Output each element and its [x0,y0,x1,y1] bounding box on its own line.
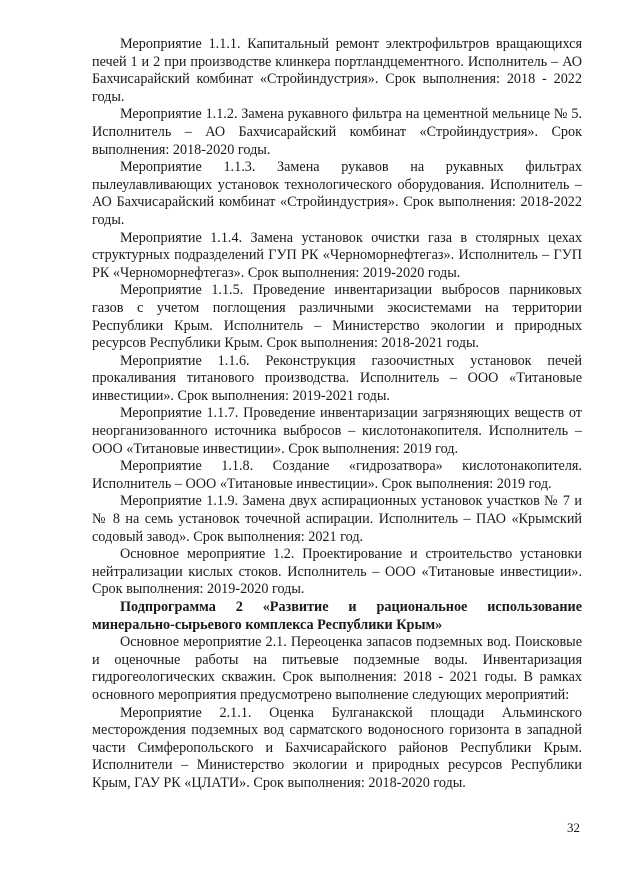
paragraph-measure-1-1-6: Мероприятие 1.1.6. Реконструкция газоочистных установок печей прокаливания титанового производства. Исполнитель – ООО «Титановые инвестиции». Срок выполнения: 2019-2021 годы. [92,352,582,404]
subprogram-heading: Подпрограмма 2 «Развитие и рациональное использование минерально-сырьевого комплекса Республики Крым» [92,599,582,633]
document-body [92,36,582,793]
page-number: 32 [567,820,580,835]
paragraph-measure-1-1-2: Мероприятие 1.1.2. Замена рукавного фильтра на цементной мельнице № 5. Исполнитель – АО Бахчисарайский комбинат «Стройиндустрия». Срок выполнения: 2018-2020 годы. [92,106,582,158]
paragraph-measure-1-1-9: Мероприятие 1.1.9. Замена двух аспирационных установок участков № 7 и № 8 на семь установок точечной аспирации. Исполнитель – ПАО «Крымский содовый завод». Срок выполнения: 2021 год. [92,493,582,545]
paragraph-measure-2-1-1: Мероприятие 2.1.1. Оценка Булганакской площади Альминского месторождения подземных вод сарматского водоносного горизонта в западной части Симферопольского и Бахчисарайского районов Республики Крым. Исполнители – Министерство экологии и природных ресурсов Республики Крым, ГАУ РК «ЦЛАТИ». Срок выполнения: 2018-2020 годы. [92,704,582,791]
paragraph-measure-1-1-4: Мероприятие 1.1.4. Замена установок очистки газа в столярных цехах структурных подразделений ГУП РК «Черноморнефтегаз». Исполнитель – ГУП РК «Черноморнефтегаз». Срок выполнения: 2019-2020 годы. [92,229,582,281]
paragraph-main-measure-2-1: Основное мероприятие 2.1. Переоценка запасов подземных вод. Поисковые и оценочные работы на питьевые подземные воды. Инвентаризация гидрогеологических скважин. Срок выполнения: 2018 - 2021 годы. В рамках основного мероприятия предусмотрено выполнение следующих мероприятий: [92,634,582,703]
paragraph-measure-1-1-1: Мероприятие 1.1.1. Капитальный ремонт электрофильтров вращающихся печей 1 и 2 при производстве клинкера портландцементного. Исполнитель – АО Бахчисарайский комбинат «Стройиндустрия». Срок выполнения: 2018 - 2022 годы. [92,36,582,105]
paragraph-measure-1-1-5: Мероприятие 1.1.5. Проведение инвентаризации выбросов парниковых газов с учетом поглощения различными экосистемами на территории Республики Крым. Исполнитель – Министерство экологии и природных ресурсов Республики Крым. Срок выполнения: 2018-2021 годы. [92,282,582,352]
paragraph-measure-1-1-8: Мероприятие 1.1.8. Создание «гидрозатвора» кислотонакопителя. Исполнитель – ООО «Титановые инвестиции». Срок выполнения: 2019 год. [92,458,582,492]
paragraph-main-measure-1-2: Основное мероприятие 1.2. Проектирование и строительство установки нейтрализации кислых стоков. Исполнитель – ООО «Титановые инвестиции». Срок выполнения: 2019-2020 годы. [92,546,582,598]
paragraph-measure-1-1-3: Мероприятие 1.1.3. Замена рукавов на рукавных фильтрах пылеулавливающих установок технологического оборудования. Исполнитель – АО Бахчисарайский комбинат «Стройиндустрия». Срок выполнения: 2018-2022 годы. [92,159,582,228]
paragraph-measure-1-1-7: Мероприятие 1.1.7. Проведение инвентаризации загрязняющих веществ от неорганизованного источника выбросов – кислотонакопителя. Исполнитель – ООО «Титановые инвестиции». Срок выполнения: 2019 год. [92,405,582,457]
